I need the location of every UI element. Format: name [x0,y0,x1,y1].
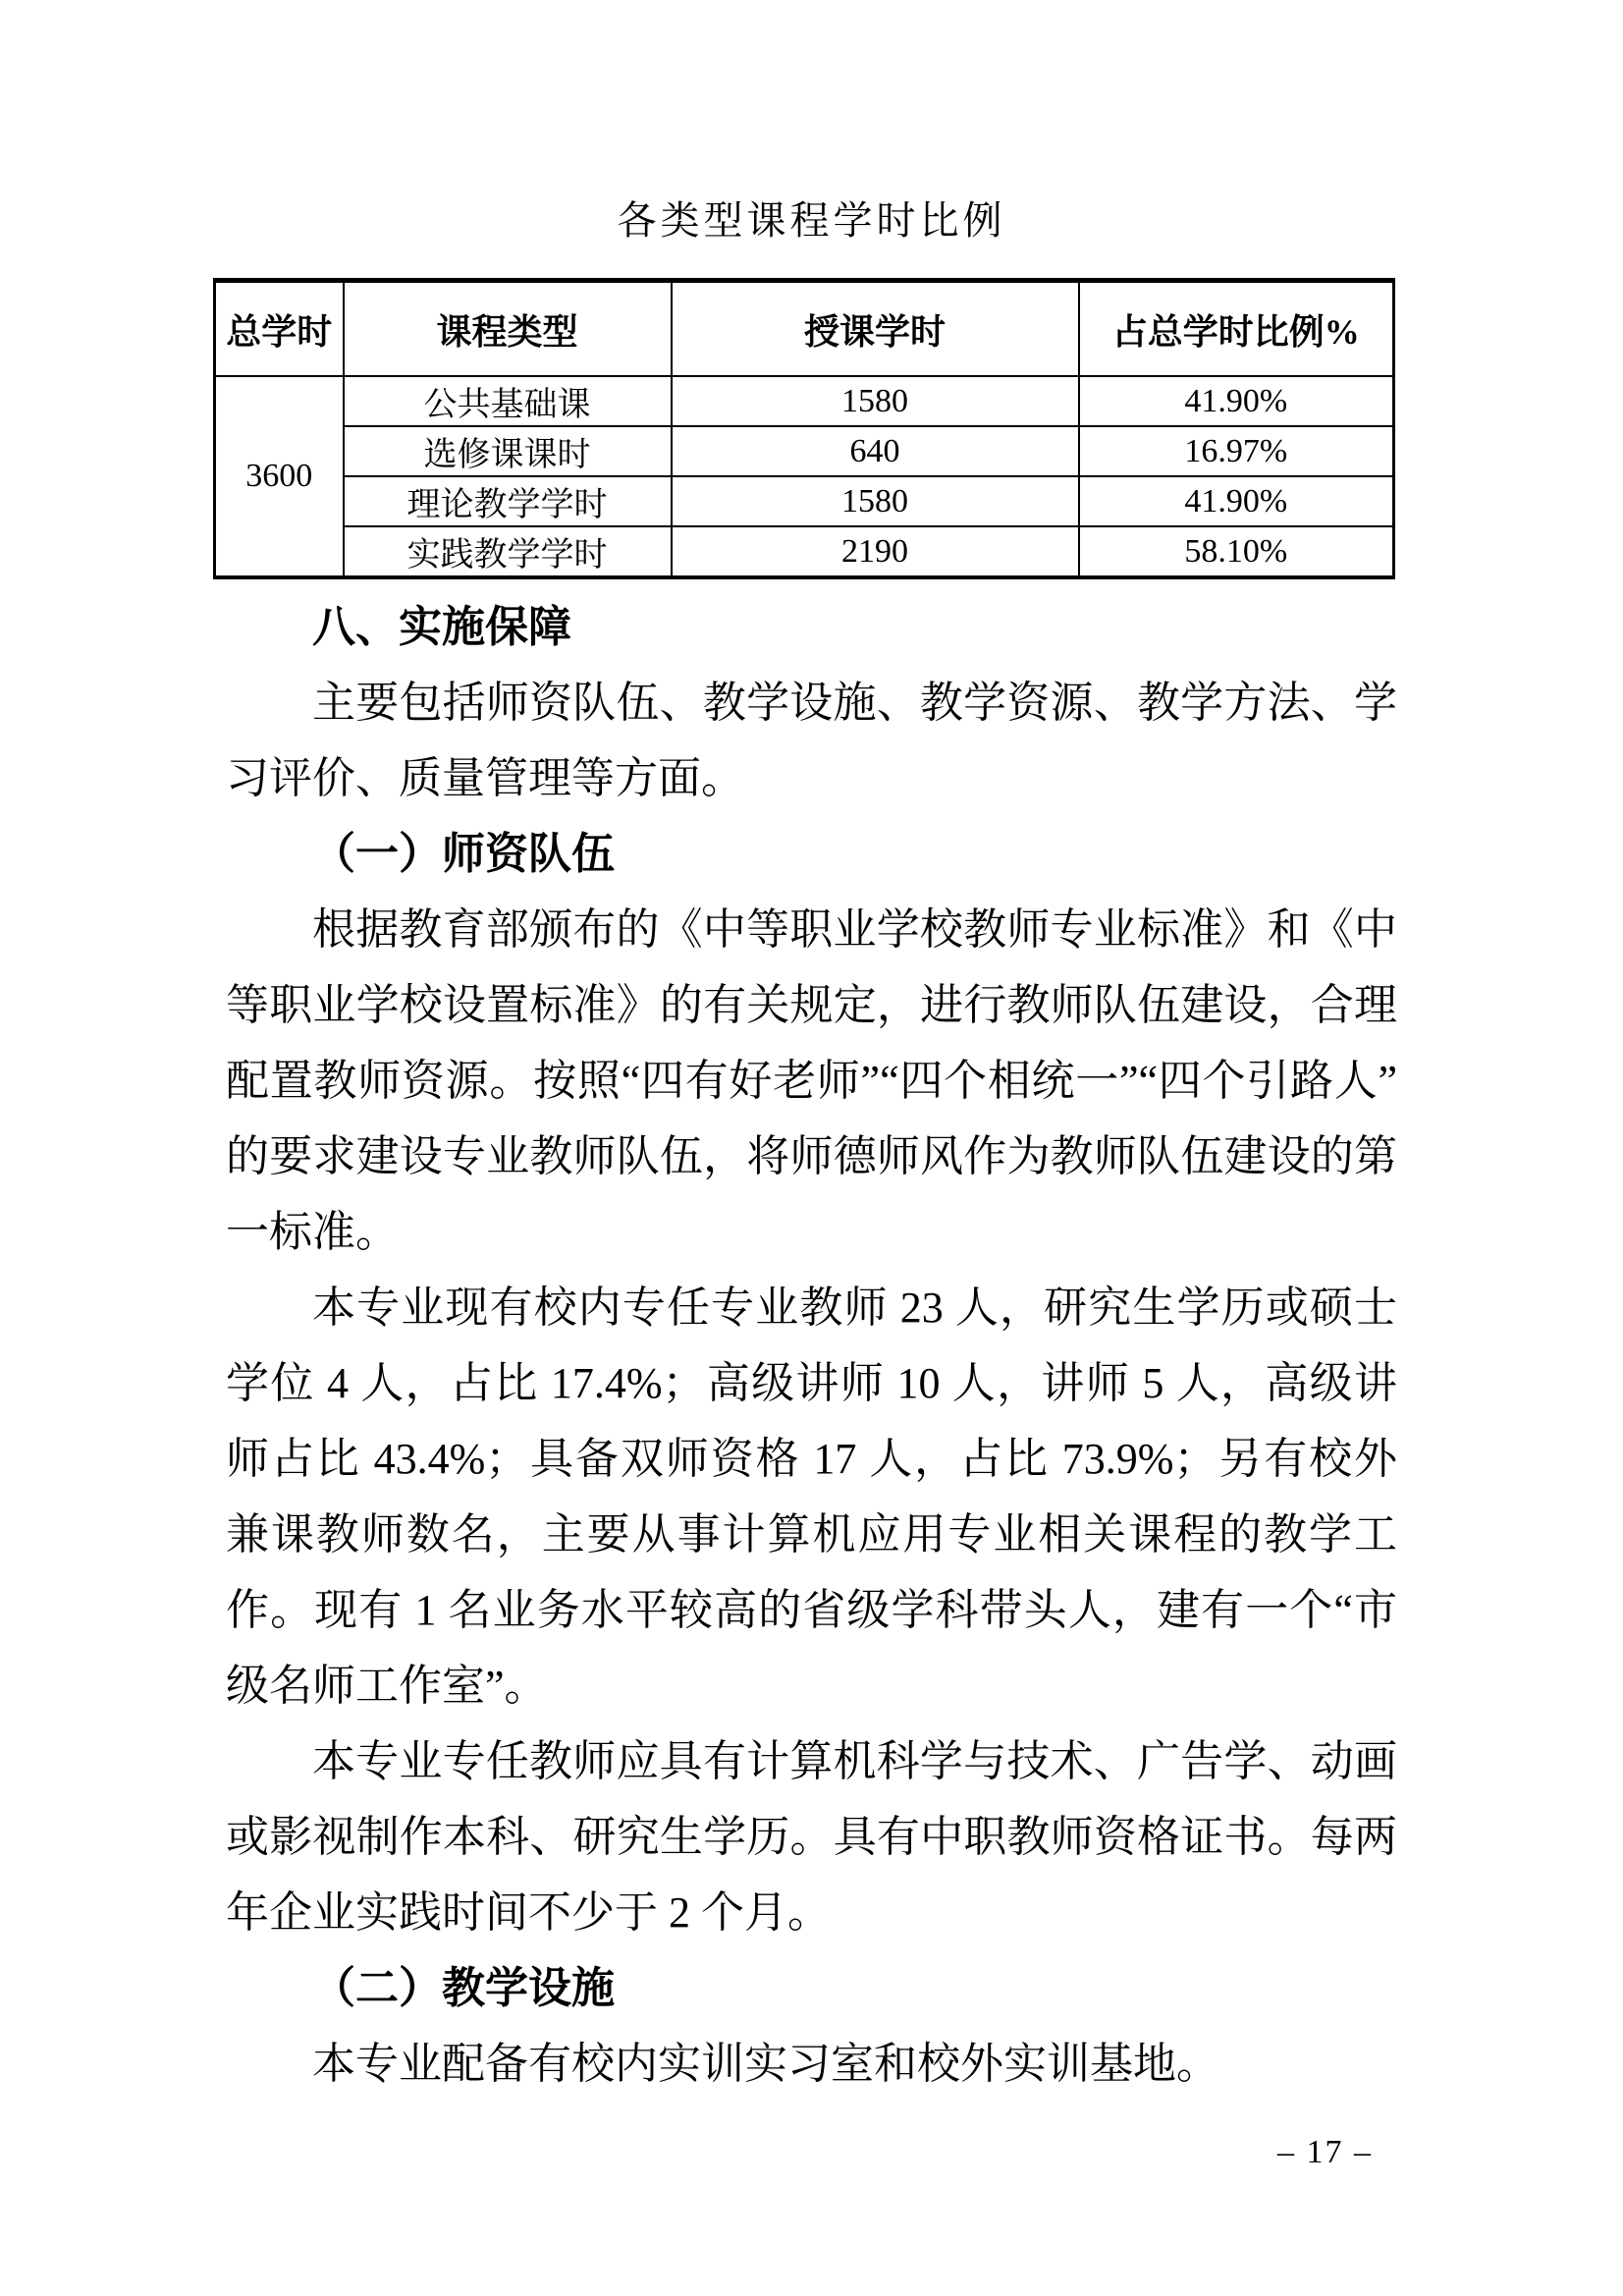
teaching-hours-cell: 1580 [672,376,1079,426]
total-hours-cell: 3600 [215,376,344,577]
course-type-cell: 实践教学学时 [344,526,672,577]
course-type-cell: 选修课课时 [344,426,672,476]
col-header-teaching-hours: 授课学时 [672,281,1079,377]
course-hours-table [213,278,1395,579]
table-row [215,426,1394,476]
col-header-percent: 占总学时比例% [1079,281,1394,377]
teaching-hours-cell: 1580 [672,476,1079,526]
subsection-heading-1: （一）师资队伍 [312,830,615,878]
percent-cell: 41.90% [1079,476,1394,526]
percent-cell: 58.10% [1079,526,1394,577]
table-row [215,476,1394,526]
table-row [215,376,1394,426]
course-type-cell: 公共基础课 [344,376,672,426]
paragraph: 本专业配备有校内实训实习室和校外实训基地。 [312,2040,1219,2088]
col-header-total-hours: 总学时 [215,281,344,377]
paragraph: 本专业专任教师应具有计算机科学与技术、广告学、动画或影视制作本科、研究生学历。具有中职教师资格证书。每两年企业实践时间不少于 2 个月。 [226,1737,1397,1937]
document-body [226,589,1397,2102]
table-header-row [215,281,1394,377]
table-row [215,526,1394,577]
paragraph: 主要包括师资队伍、教学设施、教学资源、教学方法、学习评价、质量管理等方面。 [226,679,1397,802]
percent-cell: 16.97% [1079,426,1394,476]
subsection-heading-2: （二）教学设施 [312,1964,615,2012]
paragraph: 根据教育部颁布的《中等职业学校教师专业标准》和《中等职业学校设置标准》的有关规定，进行教师队伍建设，合理配置教师资源。按照“四有好老师”“四个相统一”“四个引路人”的要求建设专业教师队伍，将师德师风作为教师队伍建设的第一标准。 [226,905,1397,1256]
teaching-hours-cell: 640 [672,426,1079,476]
course-type-cell: 理论教学学时 [344,476,672,526]
col-header-course-type: 课程类型 [344,281,672,377]
teaching-hours-cell: 2190 [672,526,1079,577]
page-number: – 17 – [1277,2134,1373,2170]
section-heading-8: 八、实施保障 [312,603,571,651]
paragraph: 本专业现有校内专任专业教师 23 人，研究生学历或硕士学位 4 人，占比 17.4%；高级讲师 10 人，讲师 5 人，高级讲师占比 43.4%；具备双师资格 17 人，占比 73.9%；另有校外兼课教师数名，主要从事计算机应用专业相关课程的教学工作。现有 1 名业务水平较高的省级学科带头人，建有一个“市级名师工作室”。 [226,1284,1397,1710]
percent-cell: 41.90% [1079,376,1394,426]
table-title: 各类型课程学时比例 [617,198,1006,243]
